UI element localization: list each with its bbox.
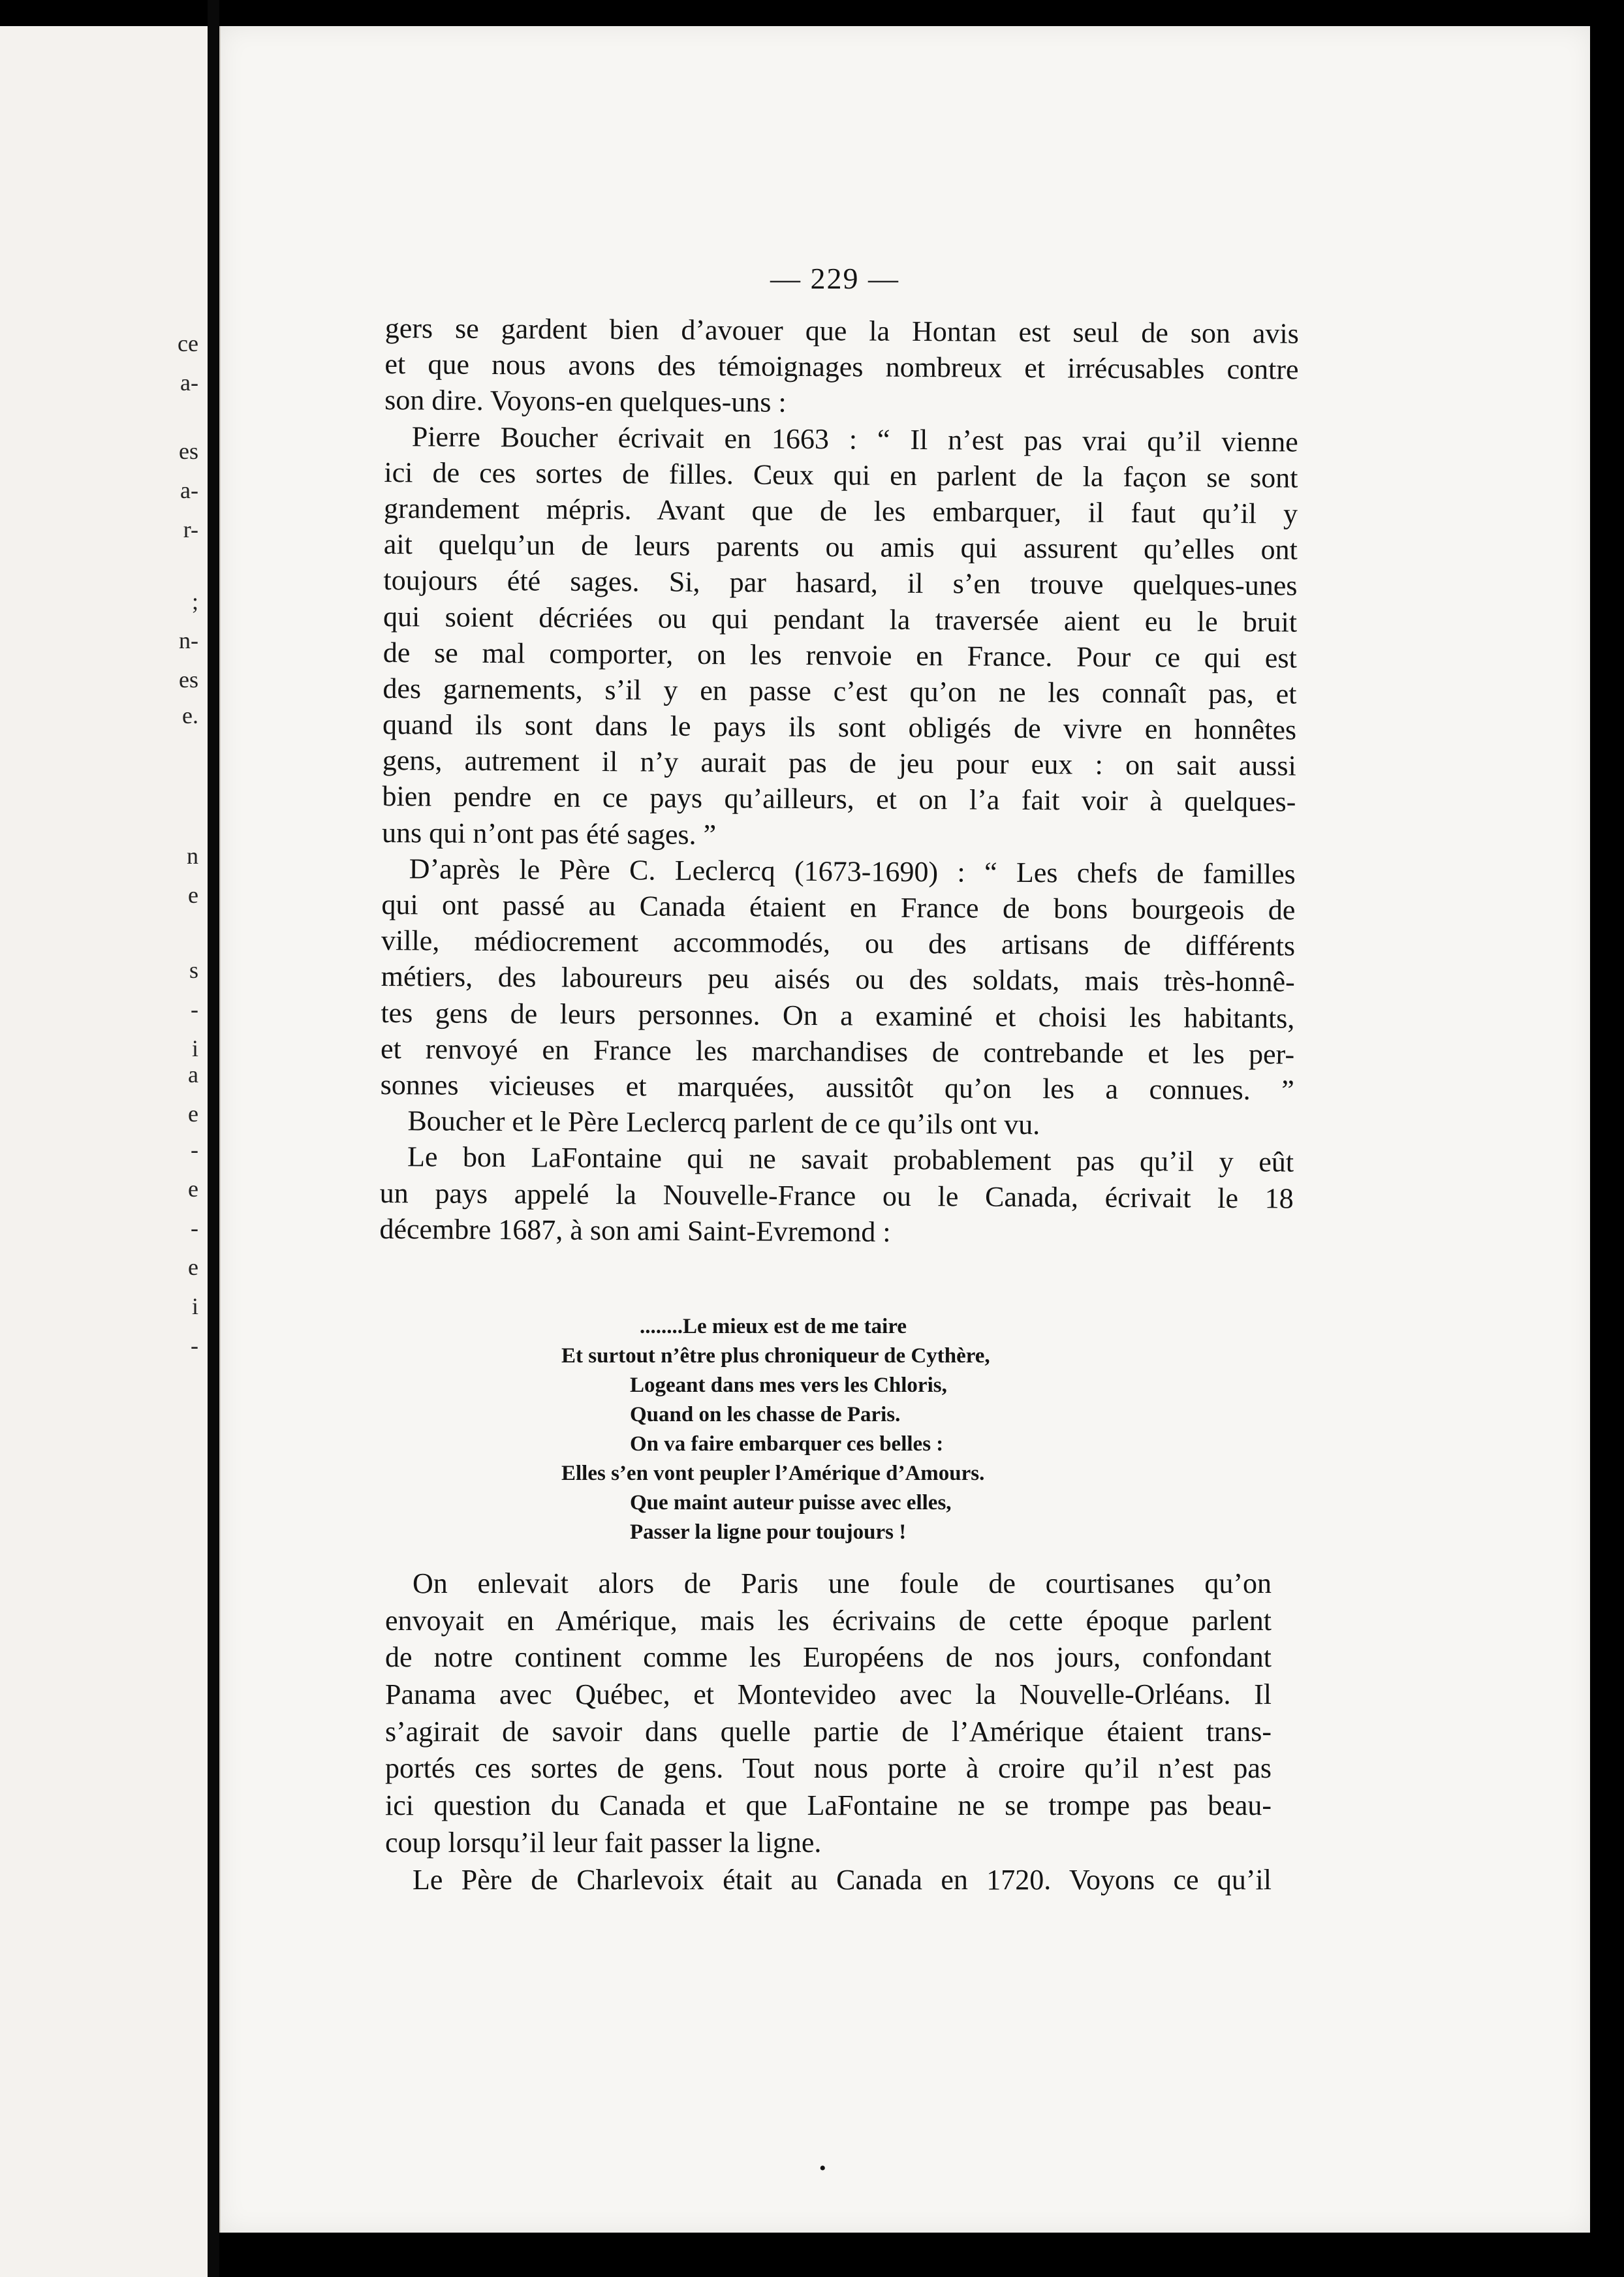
facing-page-fragment: ;	[191, 588, 198, 614]
text-line: uns qui n’ont pas été sages. ”	[381, 816, 717, 851]
text-line: coup lorsqu’il leur fait passer la ligne.	[385, 1826, 822, 1859]
facing-page-fragment: -	[191, 1215, 198, 1241]
facing-page-fragment: e	[188, 882, 198, 908]
scan-border-right	[1590, 0, 1624, 2277]
text-line: son dire. Voyons-en quelques-uns :	[384, 384, 787, 419]
text-line: Pierre Boucher écrivait en 1663 : “ Il n’est pas vrai qu’il vienne	[411, 420, 1298, 458]
facing-page-fragment: r-	[183, 516, 198, 542]
facing-page-fragment: -	[191, 1137, 198, 1163]
poem-quotation	[561, 1312, 1149, 1547]
facing-page-fragment: i	[191, 1293, 198, 1319]
text-line: portés ces sortes de gens. Tout nous porte à croire qu’il n’est pas	[385, 1752, 1272, 1785]
poem-line: ........Le mieux est de me taire	[640, 1315, 907, 1338]
text-line: toujours été sages. Si, par hasard, il s’en trouve quelques-unes	[383, 564, 1298, 602]
poem-line: Que maint auteur puisse avec elles,	[630, 1491, 952, 1515]
facing-page-fragment: a-	[180, 477, 198, 503]
facing-page-fragment: es	[179, 438, 198, 464]
text-line: tes gens de leurs personnes. On a examiné et choisi les habitants,	[381, 996, 1295, 1035]
poem-line: Et surtout n’être plus chroniqueur de Cythère,	[561, 1344, 990, 1368]
facing-page-fragment: a-	[180, 369, 198, 396]
facing-page-fragment: n-	[179, 627, 198, 653]
text-line: Le bon LaFontaine qui ne savait probablement pas qu’il y eût	[407, 1140, 1294, 1178]
facing-page-fragment: n	[187, 843, 198, 869]
facing-page-fragment: -	[191, 1332, 198, 1358]
facing-page	[0, 26, 208, 2277]
text-line: ait quelqu’un de leurs parents ou amis qui assurent qu’elles ont	[383, 528, 1298, 566]
text-line: qui ont passé au Canada étaient en France de bons bourgeois de	[381, 888, 1296, 926]
main-text	[379, 310, 1299, 1252]
text-line: Boucher et le Père Leclercq parlent de ce qu’ils ont vu.	[407, 1105, 1040, 1141]
text-line: Panama avec Québec, et Montevideo avec la Nouvelle-Orléans. Il	[385, 1678, 1272, 1711]
text-line: qui soient décriées ou qui pendant la traversée aient eu le bruit	[383, 600, 1298, 638]
text-line: ici question du Canada et que LaFontaine ne se trompe pas beau-	[385, 1789, 1272, 1822]
facing-page-fragment: ce	[178, 330, 198, 356]
text-line: des garnements, s’il y en passe c’est qu’on ne les connaît pas, et	[383, 672, 1297, 710]
facing-page-fragment: a	[188, 1061, 198, 1088]
text-line: ici de ces sortes de filles. Ceux qui en parlent de la façon se sont	[384, 456, 1298, 494]
facing-page-fragment: e	[188, 1176, 198, 1202]
poem-line: Logeant dans mes vers les Chloris,	[630, 1374, 947, 1397]
text-line: ville, médiocrement accommodés, ou des artisans de différents	[381, 924, 1296, 962]
bottom-mark: •	[819, 2158, 826, 2179]
text-line: Le Père de Charlevoix était au Canada en 1720. Voyons ce qu’il	[413, 1863, 1272, 1896]
text-line: grandement mépris. Avant que de les embarquer, il faut qu’il y	[383, 492, 1298, 530]
facing-page-fragment: e.	[182, 702, 198, 729]
facing-page-fragment: e	[188, 1254, 198, 1280]
scan-border-bottom	[219, 2233, 1624, 2277]
poem-line: Passer la ligne pour toujours !	[630, 1520, 907, 1544]
text-line: quand ils sont dans le pays ils sont obligés de vivre en honnêtes	[382, 708, 1297, 746]
facing-page-fragment: es	[179, 667, 198, 693]
text-line: métiers, des laboureurs peu aisés ou des soldats, mais très-honnê-	[381, 960, 1295, 998]
poem-line: On va faire embarquer ces belles :	[630, 1432, 944, 1456]
text-line: de se mal comporter, on les renvoie en France. Pour ce qui est	[383, 636, 1297, 674]
facing-page-fragment: s	[189, 957, 198, 983]
text-line: bien pendre en ce pays qu’ailleurs, et on l’a fait voir à quelques-	[382, 780, 1296, 818]
book-gutter	[208, 0, 219, 2277]
text-line: s’agirait de savoir dans quelle partie de l’Amérique étaient trans-	[385, 1715, 1272, 1748]
page-number: — 229 —	[770, 262, 899, 295]
text-line: gens, autrement il n’y aurait pas de jeu pour eux : on sait aussi	[382, 744, 1296, 782]
text-line: On enlevait alors de Paris une foule de courtisanes qu’on	[413, 1567, 1272, 1599]
text-line: gers se gardent bien d’avouer que la Hontan est seul de son avis	[384, 311, 1299, 350]
facing-page-fragment: -	[191, 996, 198, 1022]
text-line: un pays appelé la Nouvelle-France ou le Canada, écrivait le 18	[379, 1176, 1294, 1215]
facing-page-fragment: e	[188, 1101, 198, 1127]
poem-line: Quand on les chasse de Paris.	[630, 1403, 901, 1426]
text-line: et que nous avons des témoignages nombreux et irrécusables contre	[384, 348, 1299, 386]
text-line: et renvoyé en France les marchandises de contrebande et les per-	[380, 1032, 1295, 1071]
text-line: sonnes vicieuses et marquées, aussitôt qu’on les a connues. ”	[380, 1068, 1294, 1107]
text-line: de notre continent comme les Européens de nos jours, confondant	[385, 1641, 1272, 1674]
text-line: décembre 1687, à son ami Saint-Evremond :	[379, 1212, 891, 1248]
main-text-continued	[385, 1565, 1272, 1898]
poem-line: Elles s’en vont peupler l’Amérique d’Amours.	[561, 1462, 985, 1485]
text-line: envoyait en Amérique, mais les écrivains de cette époque parlent	[385, 1604, 1272, 1637]
text-line: D’après le Père C. Leclercq (1673-1690) : “ Les chefs de familles	[409, 853, 1296, 890]
facing-page-fragment: i	[191, 1035, 198, 1061]
